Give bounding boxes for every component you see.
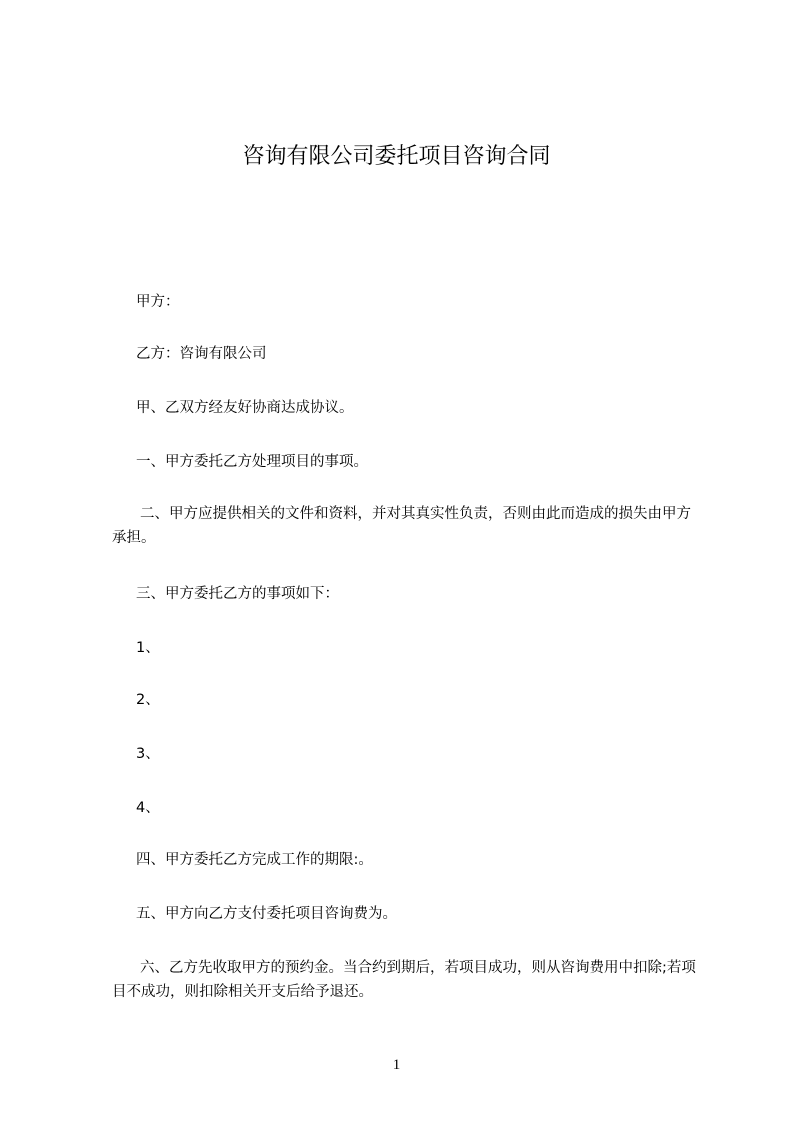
list-item-3: 3、 <box>136 746 160 762</box>
agreement-line: 甲、乙双方经友好协商达成协议。 <box>136 400 354 416</box>
page-number: 1 <box>392 1057 401 1073</box>
party-b-line: 乙方：咨询有限公司 <box>136 346 267 362</box>
clause-5: 五、甲方向乙方支付委托项目咨询费为。 <box>136 906 397 922</box>
list-item-4: 4、 <box>136 800 160 816</box>
list-item-2: 2、 <box>136 692 160 708</box>
party-a-line: 甲方： <box>136 294 180 310</box>
clause-3: 三、甲方委托乙方的事项如下： <box>136 586 339 602</box>
clause-2: 二、甲方应提供相关的文件和资料，并对其真实性负责，否则由此而造成的损失由甲方承担。 <box>112 506 691 546</box>
clause-1: 一、甲方委托乙方处理项目的事项。 <box>136 454 368 470</box>
list-item-1: 1、 <box>136 640 160 656</box>
clause-4: 四、甲方委托乙方完成工作的期限:。 <box>136 852 373 868</box>
clause-6: 六、乙方先收取甲方的预约金。当合约到期后，若项目成功，则从咨询费用中扣除;若项目不成功，则扣除相关开支后给予退还。 <box>112 960 696 1000</box>
contract-title: 咨询有限公司委托项目咨询合同 <box>242 144 551 169</box>
